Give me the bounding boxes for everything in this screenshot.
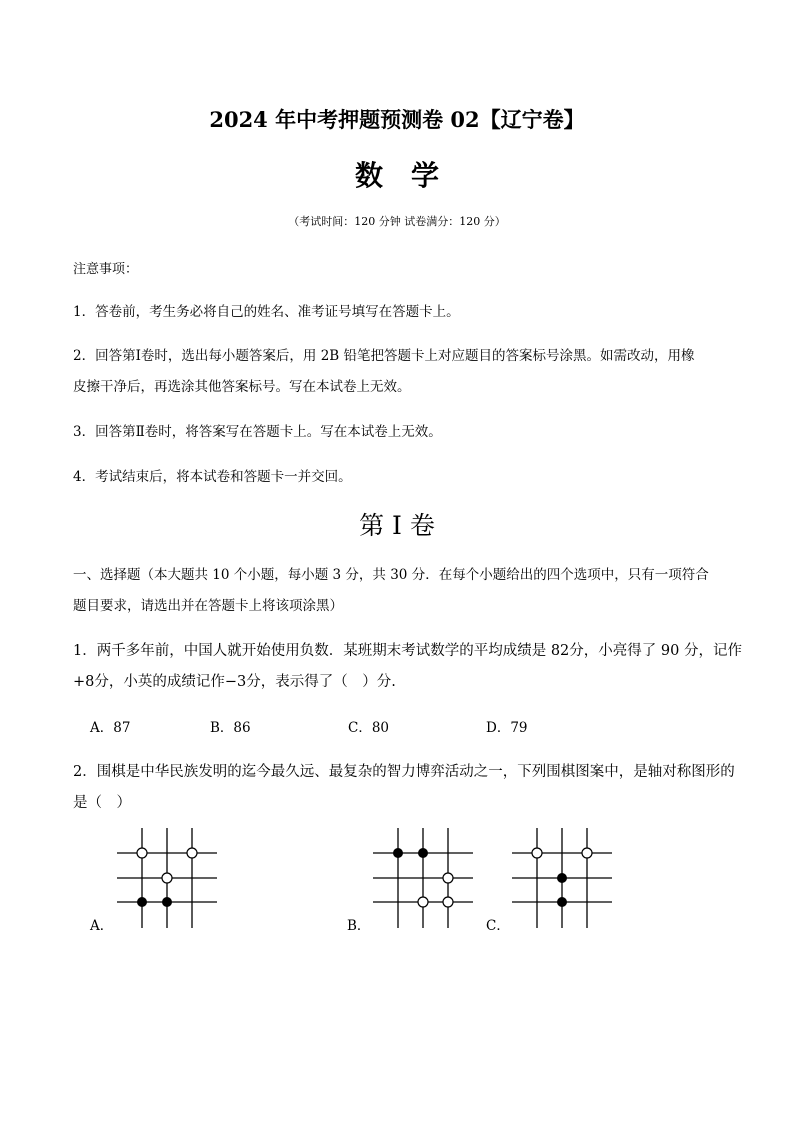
go-board-a bbox=[112, 824, 222, 930]
white-stone bbox=[162, 873, 172, 883]
black-stone bbox=[393, 848, 403, 858]
figure-label-a: A． bbox=[90, 918, 114, 934]
q1-option-a: A．87 bbox=[90, 720, 131, 736]
note-item: 皮擦干净后，再选涂其他答案标号。写在本试卷上无效。 bbox=[73, 379, 411, 395]
white-stone bbox=[443, 897, 453, 907]
figure-label-b: B． bbox=[347, 918, 371, 934]
white-stone bbox=[137, 848, 147, 858]
black-stone bbox=[557, 897, 567, 907]
q1-option-c: C．80 bbox=[348, 720, 390, 736]
white-stone bbox=[582, 848, 592, 858]
question-1-text: +8分，小英的成绩记作−3分，表示得了（ ）分. bbox=[73, 674, 396, 690]
note-item: 3．回答第Ⅱ卷时，将答案写在答题卡上。写在本试卷上无效。 bbox=[73, 424, 442, 440]
mcq-intro-line: 一、选择题（本大题共 10 个小题，每小题 3 分，共 30 分．在每个小题给出的四个选项中，只有一项符合 bbox=[73, 567, 709, 583]
note-item: 1．答卷前，考生务必将自己的姓名、准考证号填写在答题卡上。 bbox=[73, 304, 460, 320]
section-title: 第 I 卷 bbox=[359, 511, 435, 540]
question-2-text: 是（ ） bbox=[73, 795, 131, 811]
exam-info: （考试时间：120 分钟 试卷满分：120 分） bbox=[288, 215, 506, 228]
go-board-c bbox=[507, 824, 617, 930]
black-stone bbox=[137, 897, 147, 907]
figure-label-c: C． bbox=[486, 918, 510, 934]
q1-option-d: D．79 bbox=[486, 720, 528, 736]
note-item: 2．回答第Ⅰ卷时，选出每小题答案后，用 2B 铅笔把答题卡上对应题目的答案标号涂黑。如需改动，用橡 bbox=[73, 348, 695, 364]
question-1-text: 1．两千多年前，中国人就开始使用负数．某班期末考试数学的平均成绩是 82分，小亮得了 90 分，记作 bbox=[73, 643, 742, 659]
white-stone bbox=[187, 848, 197, 858]
white-stone bbox=[443, 873, 453, 883]
go-board-b bbox=[368, 824, 478, 930]
black-stone bbox=[162, 897, 172, 907]
notes-heading: 注意事项： bbox=[73, 262, 139, 277]
mcq-intro-line: 题目要求，请选出并在答题卡上将该项涂黑） bbox=[73, 598, 343, 614]
page-title: 2024 年中考押题预测卷 02【辽宁卷】 bbox=[209, 107, 585, 132]
subject-heading: 数学 bbox=[354, 159, 467, 192]
note-item: 4．考试结束后，将本试卷和答题卡一并交回。 bbox=[73, 469, 352, 485]
q1-option-b: B．86 bbox=[210, 720, 251, 736]
white-stone bbox=[418, 897, 428, 907]
white-stone bbox=[532, 848, 542, 858]
black-stone bbox=[557, 873, 567, 883]
question-2-text: 2．围棋是中华民族发明的迄今最久远、最复杂的智力博弈活动之一，下列围棋图案中，是轴对称图形的 bbox=[73, 764, 735, 780]
black-stone bbox=[418, 848, 428, 858]
